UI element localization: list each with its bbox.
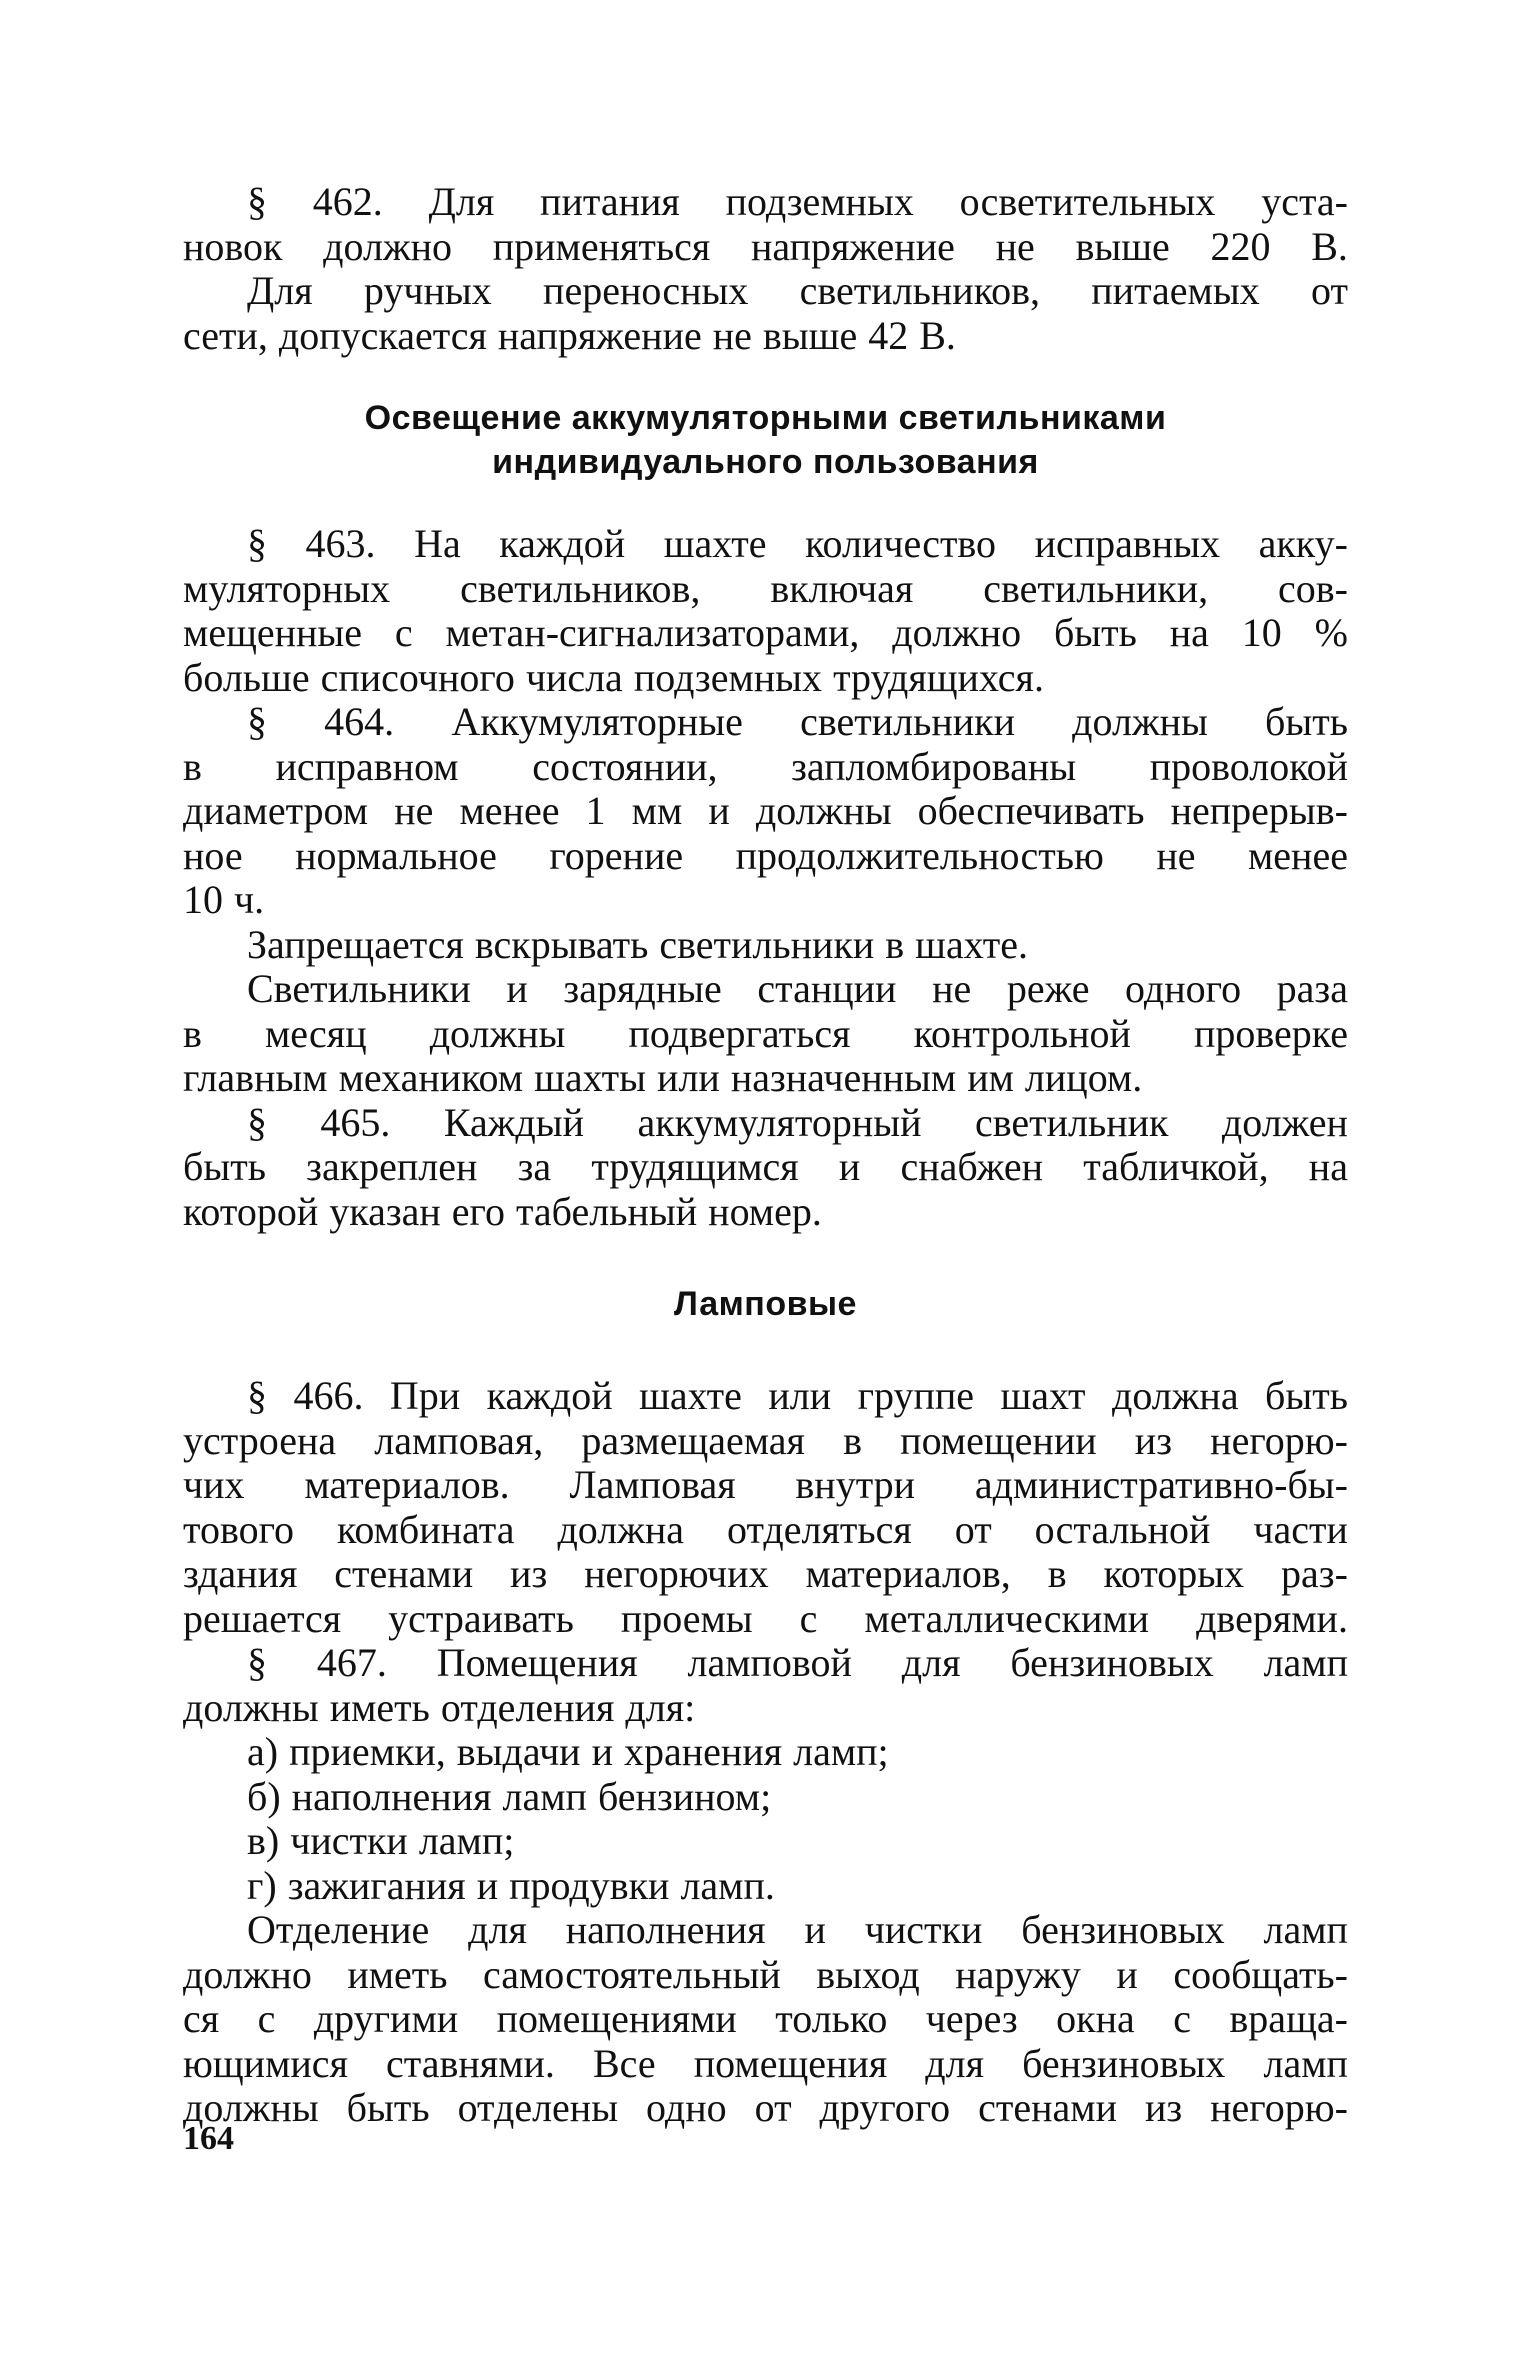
text-line: § 463. На каждой шахте количество исправных акку- [247,521,1348,566]
list-item: г) зажигания и продувки ламп. [247,1862,775,1908]
paragraph-465 [183,1101,1348,1235]
text-line: мещенные с метан-сигнализаторами, должно быть на 10 % [183,610,1348,655]
text-line: ное нормальное горение продолжительностью не менее [183,832,1348,878]
text-line: муляторных светильников, включая светильники, сов- [183,565,1348,611]
text-line: § 465. Каждый аккумуляторный светильник должен [247,1099,1348,1145]
paragraph-467 [183,1641,1348,1730]
text-line: должны быть отделены одно от другого стенами из негорю- [183,2085,1348,2130]
paragraph-467-petrol-lamps [183,1908,1348,2131]
text-line: устроена ламповая, размещаемая в помещении из негорю- [183,1417,1348,1463]
text-line: ющимися ставнями. Все помещения для бензиновых ламп [183,2040,1348,2086]
document-page [183,180,1348,2131]
section-heading-lighting [183,396,1348,484]
paragraph-464-prohibition [183,923,1348,968]
text-line: которой указан его табельный номер. [183,1188,822,1234]
text-line: быть закреплен за трудящимся и снабжен табличкой, на [183,1144,1348,1189]
text-line: чих материалов. Ламповая внутри административно-бы- [183,1462,1348,1507]
text-line: 10 ч. [183,877,265,922]
page-number: 164 [183,2120,234,2157]
text-line: Запрещается вскрывать светильники в шахте. [247,921,1028,967]
text-line: главным механиком шахты или назначенным им лицом. [183,1055,1143,1100]
list-item: б) наполнения ламп бензином; [247,1773,772,1819]
text-line: сети, допускается напряжение не выше 42 В. [183,312,956,358]
text-line: решается устраивать проемы с металлическими дверями. [183,1595,1348,1641]
heading-line: Ламповые [674,1285,857,1323]
list-item: а) приемки, выдачи и хранения ламп; [247,1729,889,1774]
list-467 [183,1730,1348,1908]
text-line: диаметром не менее 1 мм и должны обеспечивать непрерыв- [183,788,1348,833]
text-line: Светильники и зарядные станции не реже одного раза [247,966,1348,1011]
paragraph-466 [183,1374,1348,1641]
section-heading-lamp-rooms [183,1282,1348,1326]
paragraph-462 [183,180,1348,358]
paragraph-464-inspection [183,967,1348,1101]
text-line: § 462. Для питания подземных осветительных уста- [247,179,1348,224]
text-line: Отделение для наполнения и чистки бензиновых ламп [247,1907,1348,1952]
list-item: в) чистки ламп; [247,1818,515,1863]
text-line: ся с другими помещениями только через окна с враща- [183,1996,1348,2041]
paragraph-463 [183,522,1348,700]
text-line: Для ручных переносных светильников, питаемых от [247,268,1348,313]
paragraph-464 [183,700,1348,923]
text-line: в исправном состоянии, запломбированы проволокой [183,743,1348,789]
text-line: больше списочного числа подземных трудящихся. [183,654,1044,700]
text-line: § 464. Аккумуляторные светильники должны быть [247,699,1348,744]
text-line: § 466. При каждой шахте или группе шахт должна быть [247,1373,1348,1418]
text-line: новок должно применяться напряжение не выше 220 В. [183,223,1348,269]
text-line: в месяц должны подвергаться контрольной проверке [183,1010,1348,1056]
text-line: здания стенами из негорючих материалов, в которых раз- [183,1551,1348,1596]
text-line: § 467. Помещения ламповой для бензиновых ламп [247,1640,1348,1685]
heading-line: индивидуального пользования [492,443,1039,481]
text-line: должно иметь самостоятельный выход наружу и сообщать- [183,1951,1348,1997]
text-line: тового комбината должна отделяться от остальной части [183,1506,1348,1552]
text-line: должны иметь отделения для: [183,1684,696,1730]
heading-line: Освещение аккумуляторными светильниками [364,399,1167,437]
